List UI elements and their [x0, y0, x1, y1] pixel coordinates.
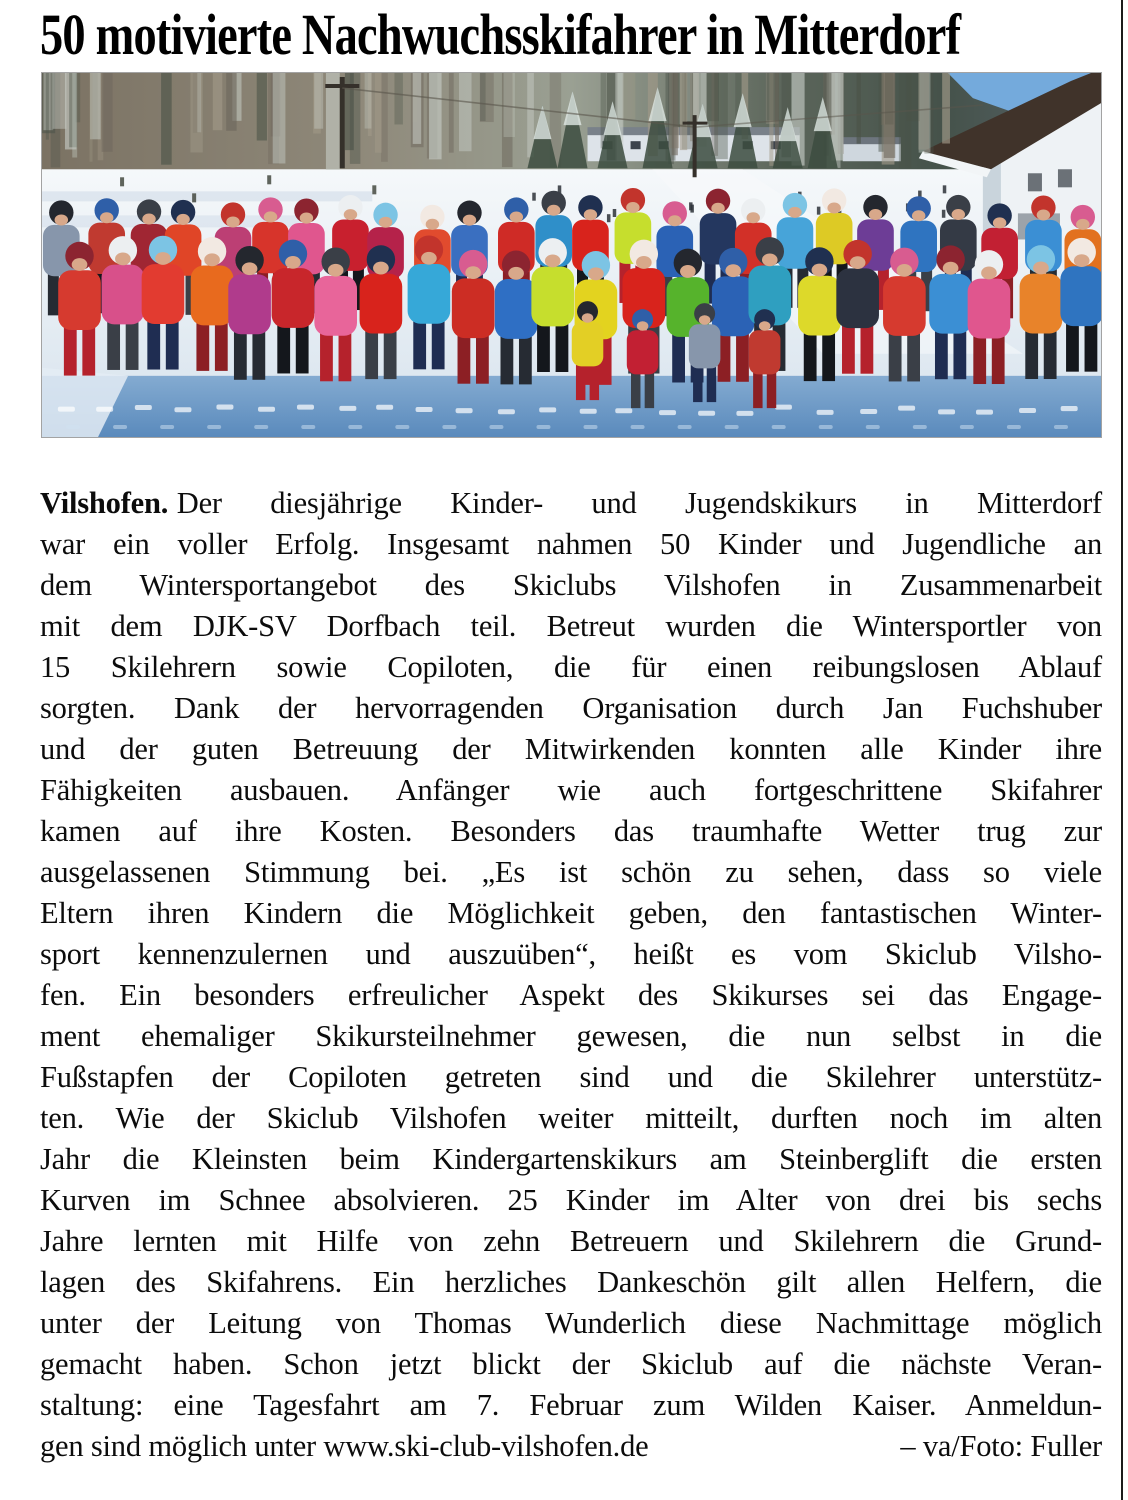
building-window — [1058, 169, 1072, 187]
tree-shadow — [42, 191, 372, 201]
dateline: Vilshofen. — [40, 486, 169, 520]
body-line: sport kennenzulernen und auszuüben“, heißt es vom Skiclub Vilsho- — [40, 937, 1102, 971]
website-url: gen sind möglich unter www.ski-club-vilshofen.de — [40, 1429, 649, 1463]
body-line: gemacht haben. Schon jetzt blickt der Skiclub auf die nächste Veran- — [40, 1347, 1102, 1381]
body-line: lagen des Skifahrens. Ein herzliches Dankeschön gilt allen Helfern, die — [40, 1265, 1102, 1299]
body-line: Fußstapfen der Copiloten getreten sind und die Skilehrer unterstütz- — [40, 1060, 1102, 1094]
body-line: kamen auf ihre Kosten. Besonders das traumhafte Wetter trug zur — [40, 814, 1102, 848]
body-line: ausgelassenen Stimmung bei. „Es ist schön zu sehen, dass so viele — [40, 855, 1102, 889]
body-line-last — [40, 1426, 1102, 1467]
body-line: Fähigkeiten ausbauen. Anfänger wie auch fortgeschrittene Skifahrer — [40, 773, 1102, 807]
body-line: unter der Leitung von Thomas Wunderlich diese Nachmittage möglich — [40, 1306, 1102, 1340]
body-line: staltung: eine Tagesfahrt am 7. Februar zum Wilden Kaiser. Anmeldun- — [40, 1388, 1102, 1422]
body-line: und der guten Betreuung der Mitwirkenden konnten alle Kinder ihre — [40, 732, 1102, 766]
body-line: fen. Ein besonders erfreulicher Aspekt des Skikurses sei das Engage- — [40, 978, 1102, 1012]
article-headline — [40, 2, 1128, 69]
article-photo-frame — [41, 72, 1102, 438]
article-photo — [42, 73, 1101, 437]
lodge-window — [631, 141, 641, 149]
body-line: 15 Skilehrern sowie Copiloten, die für einen reibungslosen Ablauf — [40, 650, 1102, 684]
body-line: Eltern ihren Kindern die Möglichkeit geben, den fantastischen Winter- — [40, 896, 1102, 930]
body-line-first-text: Der diesjährige Kinder- und Jugendskikurs in Mitterdorf — [176, 486, 1102, 520]
body-line: ment ehemaliger Skikursteilnehmer gewesen, die nun selbst in die — [40, 1019, 1102, 1053]
article-body — [40, 483, 1102, 1467]
snow-shadow-foreground — [42, 376, 1101, 437]
body-line-first — [40, 483, 1102, 524]
column-divider — [1121, 0, 1123, 1500]
body-line: dem Wintersportangebot des Skiclubs Vilshofen in Zusammenarbeit — [40, 568, 1102, 602]
body-line: ten. Wie der Skiclub Vilshofen weiter mitteilt, durften noch im alten — [40, 1101, 1102, 1135]
body-line: war ein voller Erfolg. Insgesamt nahmen 50 Kinder und Jugendliche an — [40, 527, 1102, 561]
body-line: mit dem DJK-SV Dorfbach teil. Betreut wurden die Wintersportler von — [40, 609, 1102, 643]
body-line: sorgten. Dank der hervorragenden Organisation durch Jan Fuchshuber — [40, 691, 1102, 725]
body-line: Jahre lernten mit Hilfe von zehn Betreuern und Skilehrern die Grund- — [40, 1224, 1102, 1258]
article-headline-text: 50 motivierte Nachwuchsskifahrer in Mitterdorf — [40, 2, 961, 67]
body-line: Kurven im Schnee absolvieren. 25 Kinder im Alter von drei bis sechs — [40, 1183, 1102, 1217]
byline: – va/Foto: Fuller — [900, 1429, 1102, 1463]
building-window — [1028, 173, 1042, 191]
body-line: Jahr die Kleinsten beim Kindergartenskikurs am Steinberglift die ersten — [40, 1142, 1102, 1176]
body-lines — [40, 524, 1102, 1426]
